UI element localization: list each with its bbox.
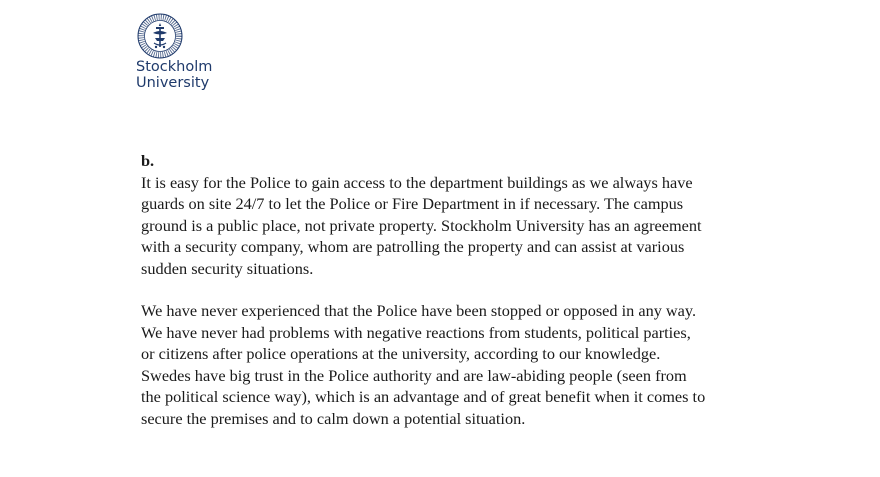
document-body — [141, 150, 841, 429]
logo-name — [136, 60, 226, 91]
university-logo — [136, 12, 226, 91]
paragraph-2: We have never experienced that the Police have been stopped or opposed in any way. We have never had problems with negative reactions from students, political parties, or citizens after police operations at the university, according to our knowledge. Swedes have big trust in the Police authority and are law-abiding people (seen from the political science way), which is an advantage and of great benefit when it comes to secure the premises and to calm down a potential situation. — [141, 301, 706, 428]
stockholm-university-seal-icon — [136, 12, 184, 60]
logo-name-line1: Stockholm — [136, 59, 213, 75]
section-heading: b. — [141, 151, 155, 170]
paragraph-1: It is easy for the Police to gain access to the department buildings as we always have guards on site 24/7 to let the Police or Fire Department in if necessary. The campus ground is a public place, not private property. Stockholm University has an agreement with a security company, whom are patrolling the property and can assist at various sudden security situations. — [141, 172, 702, 278]
logo-name-line2: University — [136, 74, 210, 91]
